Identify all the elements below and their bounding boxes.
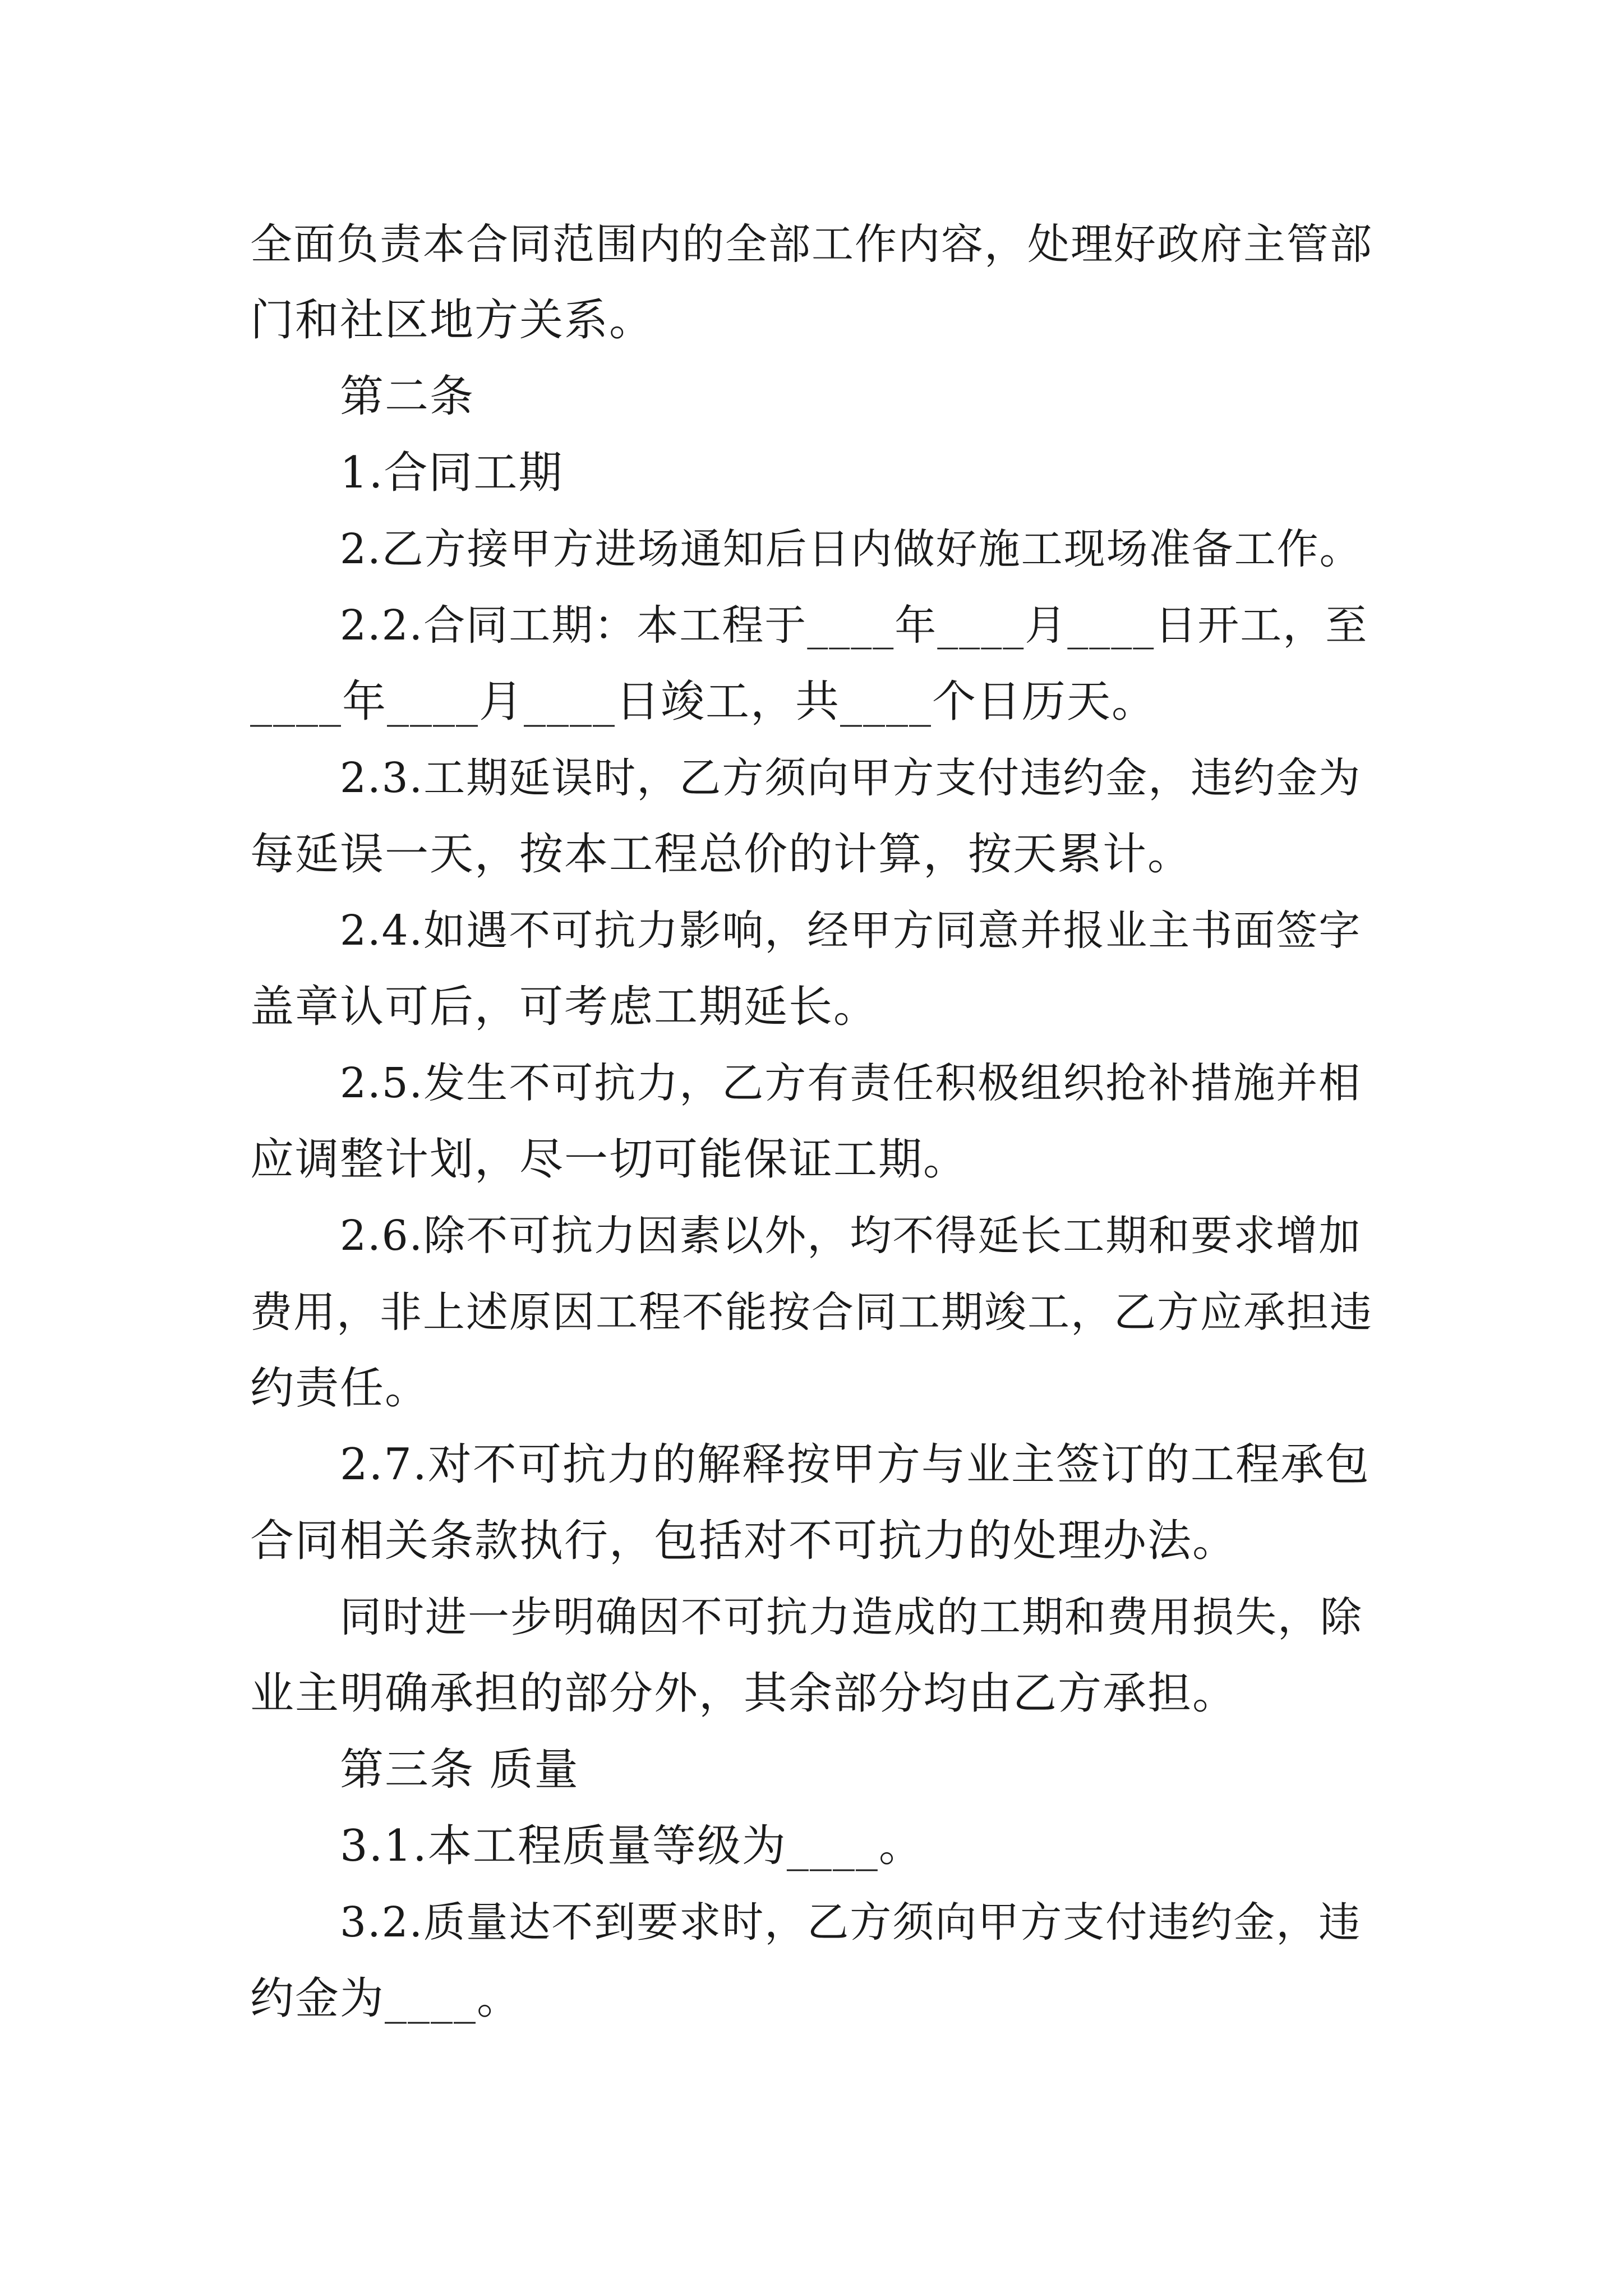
text-line: 2.乙方接甲方进场通知后日内做好施工现场准备工作。 bbox=[340, 525, 1362, 573]
article-heading: 第三条 质量 bbox=[340, 1745, 579, 1795]
text-line: 费用，非上述原因工程不能按合同工期竣工，乙方应承担违 bbox=[250, 1287, 1373, 1337]
text-line: 合同相关条款执行，包括对不可抗力的处理办法。 bbox=[250, 1516, 1238, 1566]
text-line: 门和社区地方关系。 bbox=[250, 295, 654, 346]
text-line: 全面负责本合同范围内的全部工作内容，处理好政府主管部 bbox=[250, 219, 1373, 269]
text-line: ____年____月____日竣工，共____个日历天。 bbox=[250, 677, 1157, 727]
text-line: 2.4.如遇不可抗力影响，经甲方同意并报业主书面签字 bbox=[340, 907, 1362, 955]
section-heading: 1.合同工期 bbox=[340, 448, 564, 498]
article-heading: 第二条 bbox=[340, 371, 475, 422]
text-line: 应调整计划，尽一切可能保证工期。 bbox=[250, 1134, 969, 1185]
text-line: 2.6.除不可抗力因素以外，均不得延长工期和要求增加 bbox=[340, 1212, 1362, 1260]
text-line: 每延误一天，按本工程总价的计算，按天累计。 bbox=[250, 829, 1193, 880]
text-line: 2.5.发生不可抗力，乙方有责任积极组织抢补措施并相 bbox=[340, 1059, 1362, 1107]
text-line: 3.2.质量达不到要求时，乙方须向甲方支付违约金，违 bbox=[340, 1898, 1362, 1947]
text-line: 约金为____。 bbox=[250, 1973, 522, 2024]
text-line: 3.1.本工程质量等级为____。 bbox=[340, 1821, 924, 1871]
text-line: 2.7.对不可抗力的解释按甲方与业主签订的工程承包 bbox=[340, 1439, 1370, 1490]
text-line: 2.3.工期延误时，乙方须向甲方支付违约金，违约金为 bbox=[340, 754, 1362, 802]
text-line: 同时进一步明确因不可抗力造成的工期和费用损失，除 bbox=[340, 1593, 1363, 1641]
text-line: 约责任。 bbox=[250, 1363, 430, 1414]
text-line: 盖章认可后，可考虑工期延长。 bbox=[250, 982, 879, 1032]
text-line: 业主明确承担的部分外，其余部分均由乙方承担。 bbox=[250, 1668, 1238, 1719]
text-line: 2.2.合同工期：本工程于____年____月____日开工，至 bbox=[340, 601, 1368, 650]
